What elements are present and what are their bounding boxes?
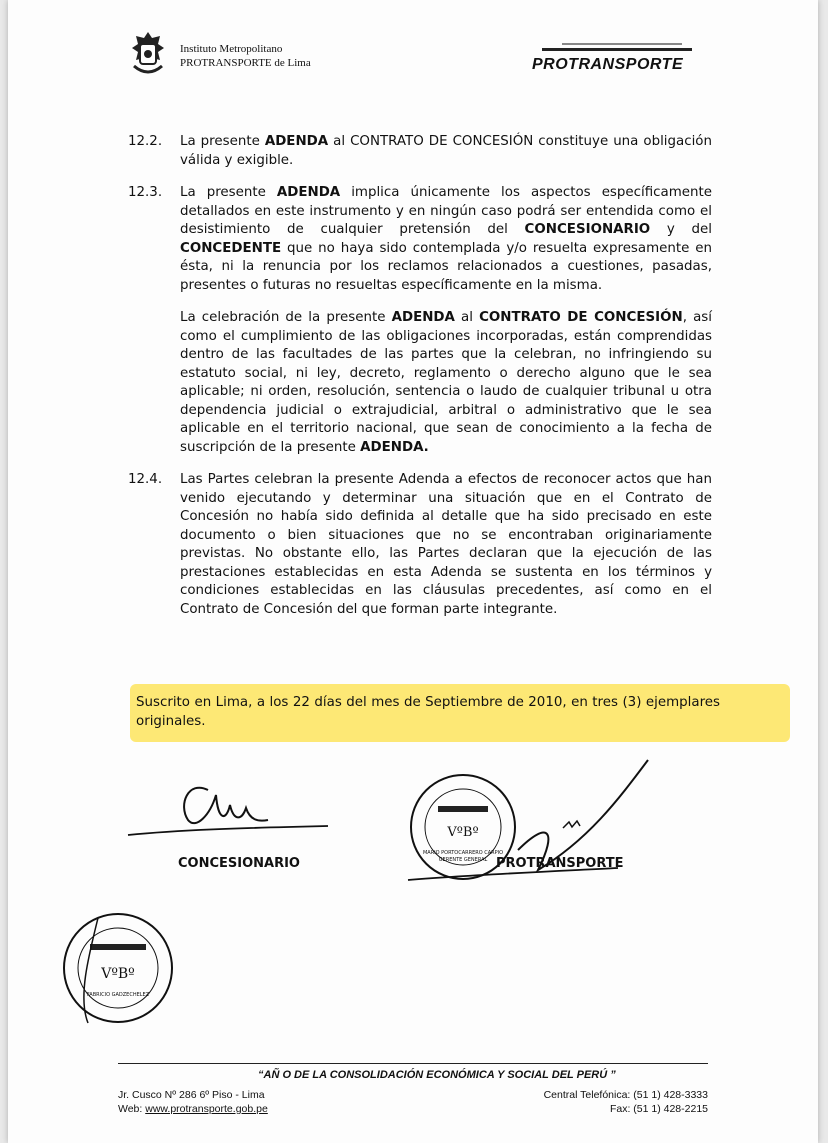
- footer-address: Jr. Cusco Nº 286 6º Piso - Lima Web: www.protransporte.gob.pe: [118, 1089, 268, 1115]
- logo-text: PROTRANSPORTE: [532, 56, 684, 73]
- clause-12-2: [128, 133, 712, 170]
- website-link[interactable]: www.protransporte.gob.pe: [145, 1103, 268, 1115]
- signature-protransporte-icon: [388, 750, 658, 900]
- clause-12-3: [128, 184, 712, 457]
- footer-divider: [118, 1063, 708, 1064]
- logo-bars-icon: [522, 38, 702, 54]
- footer-contacts: [544, 1088, 708, 1116]
- document-page: [8, 0, 818, 1143]
- official-stamp-left-icon: [58, 908, 178, 1028]
- clause-text: Las Partes celebran la presente Adenda a efectos de reconocer actos que han venido ejecutando y determinar una situación que en el Contrato de Concesión no había sido definida al detalle que ha sido precisado en este documento o bien situaciones que no se encontraban originariamente previstas. No obstante ello, las Partes declaran que la ejecución de las prestaciones establecidas en esta Adenda se sustenta en los términos y condiciones establecidas en las cláusulas precedentes, así como en el Contrato de Concesión del que forman parte integrante.: [180, 472, 712, 617]
- footer-fax: Fax: (51 1) 428-2215: [609, 1103, 708, 1115]
- clause-text: La presente ADENDA implica únicamente los aspectos específicamente detallados en este instrumento y en ningún caso podrá ser entendida como el desistimiento de cualquier pretensión del CONCESIONARIO y del CONCEDENTE que no haya sido contemplada y/o resuelta expresamente en ésta, ni la renuncia por los reclamos relacionados a cuestiones, pasadas, presentes o futuras no resueltas específicamente en la misma.: [180, 185, 712, 293]
- signature-label-protransporte: PROTRANSPORTE: [496, 856, 624, 871]
- closing-text: Suscrito en Lima, a los 22 días del mes de Septiembre de 2010, en tres (3) ejemplares originales.: [136, 695, 720, 729]
- footer-phone: Central Telefónica: (51 1) 428-3333: [543, 1089, 708, 1101]
- svg-text:VºBº: VºBº: [101, 966, 135, 982]
- signature-label-concesionario: CONCESIONARIO: [178, 856, 300, 871]
- clause-number: 12.3.: [128, 185, 163, 200]
- signature-area: [8, 750, 818, 1050]
- clause-number: 12.4.: [128, 472, 163, 487]
- clause-number: 12.2.: [128, 134, 163, 149]
- clause-text: La presente ADENDA al CONTRATO DE CONCESIÓN constituye una obligación válida y exigible.: [180, 134, 712, 168]
- lima-coat-of-arms-icon: [126, 30, 170, 78]
- clause-paragraph-2: La celebración de la presente ADENDA al CONTRATO DE CONCESIÓN, así como el cumplimiento de las obligaciones incorporadas, están comprendidas dentro de las facultades de las partes que la celebran, no infringiendo su estatuto social, ni ley, decreto, reglamento o derecho alguno que le sea aplicable; ni orden, resolución, sentencia o laudo de cualquier tribunal u otra dependencia judicial o extrajudicial, arbitral o administrativo que le sea aplicable en el territorio nacional, que sean de conocimiento a la fecha de suscripción de la presente ADENDA.: [180, 310, 712, 455]
- institute-name: Instituto Metropolitano PROTRANSPORTE de Lima: [180, 43, 311, 69]
- svg-text:VºBº: VºBº: [447, 825, 479, 840]
- svg-text:GERENTE GENERAL: GERENTE GENERAL: [438, 857, 488, 863]
- protransporte-logo: [522, 38, 702, 78]
- svg-text:FABRICIO GADZECHELEZ: FABRICIO GADZECHELEZ: [86, 992, 150, 998]
- footer-motto: “AÑ O DE LA CONSOLIDACIÓN ECONÓMICA Y SOCIAL DEL PERÚ ”: [258, 1069, 616, 1081]
- signature-concesionario-icon: [118, 760, 338, 850]
- svg-text:MARIO PORTOCARRERO CARPIO: MARIO PORTOCARRERO CARPIO: [422, 850, 504, 856]
- clause-12-4: [128, 471, 712, 619]
- clauses: [128, 133, 712, 633]
